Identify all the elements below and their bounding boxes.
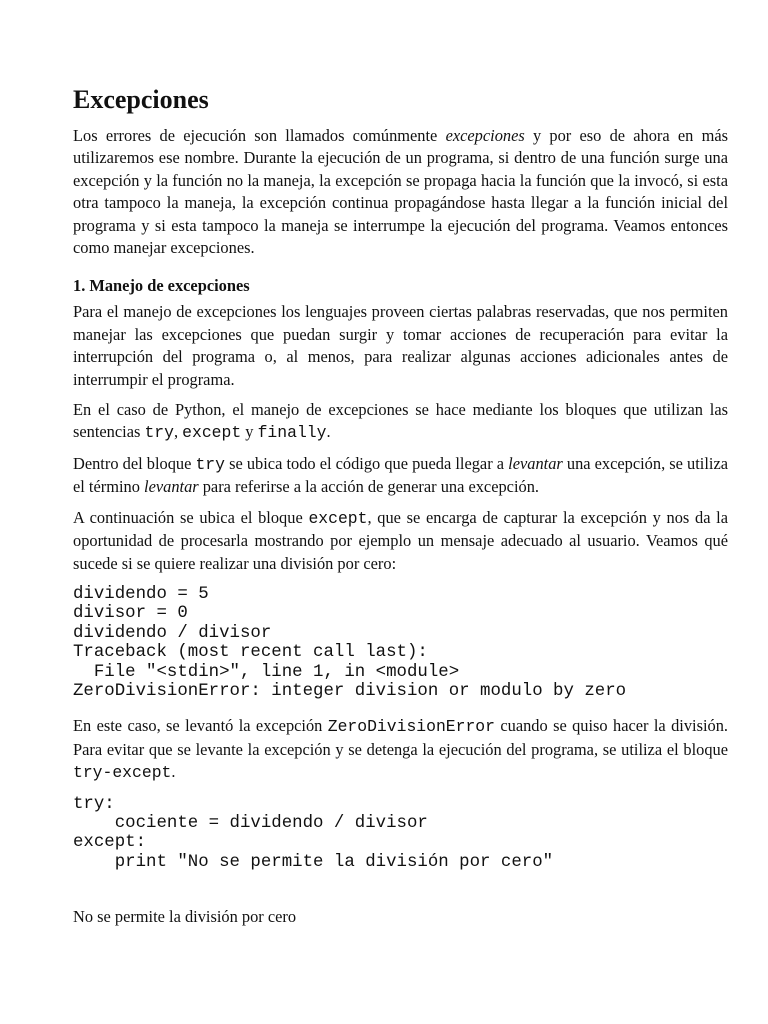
paragraph-1: Para el manejo de excepciones los lenguajes proveen ciertas palabras reservadas, que nos permiten manejar las excepciones que puedan surgir y tomar acciones de recuperación para evitar la interrupción del programa o, al menos, para realizar algunas acciones adicionales antes de interrumpir el programa. (73, 302, 728, 389)
p2-sep2: y (241, 422, 258, 442)
document-page (73, 84, 728, 937)
code-finally: finally (257, 423, 327, 443)
p2-sep1: , (173, 422, 183, 442)
code-try-except: try-except (73, 763, 172, 783)
section-heading: 1. Manejo de excepciones (73, 276, 250, 296)
intro-text-b: y por eso de ahora en más utilizaremos ese nombre. Durante la ejecución de un programa, si dentro de una función surge una excepción y la función no la maneja, la excepción se propaga hacia la función que la invocó, si esta otra tampoco la maneja, la excepción continua propagándose hasta llegar a la función inicial del programa y si esta tampoco la maneja se interrumpe la ejecución del programa. Veamos entonces como manejar excepciones. (73, 126, 728, 258)
p2-end: . (326, 422, 331, 442)
p3-text-c: una excepción, se utiliza el término (73, 453, 728, 497)
code-try: try (144, 423, 174, 443)
code-block-try-except: try: cociente = dividendo / divisor except: print "No se permite la división por cero" (73, 794, 554, 872)
paragraph-2 (73, 399, 728, 445)
code-except: except (182, 423, 242, 443)
program-output: No se permite la división por cero (73, 907, 297, 927)
p5-end: . (171, 762, 176, 782)
p3-text-a: Dentro del bloque (73, 453, 196, 473)
p5-text-b: cuando se quiso hacer la división. Para evitar que se levante la excepción y se detenga la ejecución del programa, se utiliza el bloque (73, 716, 728, 759)
p3-text-b: se ubica todo el código que pueda llegar a (224, 453, 509, 473)
p4-text-b: , que se encarga de capturar la excepción y nos da la oportunidad de procesarla mostrando por ejemplo un mensaje adecuado al usuario. Veamos qué sucede si se quiere realizar una división por cero: (73, 507, 729, 573)
page-title: Excepciones (73, 85, 209, 114)
p2-text: En el caso de Python, el manejo de excepciones se hace mediante los bloques que utilizan las sentencias (73, 400, 728, 442)
intro-paragraph (73, 125, 728, 259)
p3-emphasis-1: levantar (508, 453, 563, 473)
code-zerodivisionerror: ZeroDivisionError (327, 717, 495, 737)
code-except-inline: except (308, 508, 368, 528)
intro-emphasis: excepciones (445, 126, 525, 145)
intro-text-a: Los errores de ejecución son llamados comúnmente (73, 126, 446, 145)
code-block-traceback: dividendo = 5 divisor = 0 dividendo / divisor Traceback (most recent call last): File "<stdin>", line 1, in <module> ZeroDivisionError: integer division or modulo by zero (73, 584, 627, 701)
p3-text-d: para referirse a la acción de generar una excepción. (198, 477, 539, 497)
p5-text-a: En este caso, se levantó la excepción (73, 716, 328, 736)
paragraph-4 (73, 507, 728, 575)
code-try-inline: try (195, 454, 225, 474)
paragraph-5 (73, 715, 728, 784)
p3-emphasis-2: levantar (144, 477, 199, 497)
p4-text-a: A continuación se ubica el bloque (73, 507, 309, 527)
paragraph-3 (73, 453, 728, 499)
